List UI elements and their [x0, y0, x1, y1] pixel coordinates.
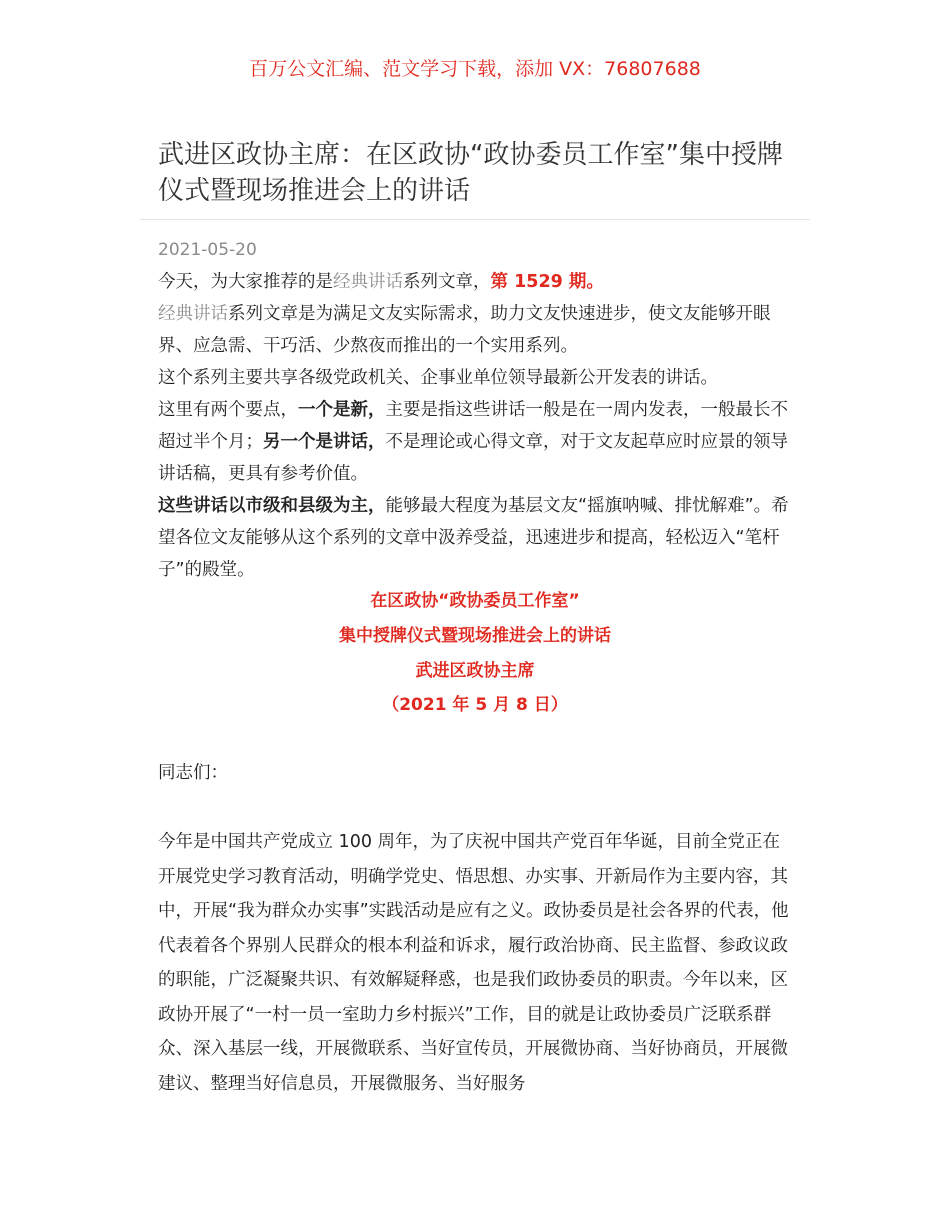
intro-paragraph-1	[158, 266, 794, 298]
intro-paragraph-2	[158, 298, 794, 362]
series-link[interactable]: 经典讲话	[333, 272, 403, 292]
intro-text: 今天，为大家推荐的是	[158, 272, 333, 292]
key-point-1: 一个是新，	[298, 400, 386, 420]
key-point-3: 这些讲话以市级和县级为主，	[158, 496, 386, 516]
key-point-2: 另一个是讲话，	[263, 432, 386, 452]
speaker-title: 武进区政协主席	[415, 661, 535, 681]
speech-paragraph: 今年是中国共产党成立 100 周年，为了庆祝中国共产党百年华诞，目前全党正在开展党史学习教育活动，明确学党史、悟思想、办实事、开新局作为主要内容，其中，开展“我为群众办实事”实践活动是应有之义。政协委员是社会各界的代表，他代表着各个界别人民群众的根本利益和诉求，履行政治协商、民主监督、参政议政的职能，广泛凝聚共识、有效解疑释惑，也是我们政协委员的职责。今年以来，区政协开展了“一村一员一室助力乡村振兴”工作，目的就是让政协委员广泛联系群众、深入基层一线，开展微联系、当好宣传员，开展微协商、当好协商员，开展微建议、整理当好信息员，开展微服务、当好服务	[158, 832, 789, 1094]
intro-paragraph-4	[158, 394, 794, 490]
issue-number: 第 1529 期。	[490, 272, 604, 292]
intro-text: 主要是指这些讲话一般是在一周内发表，一般最长不超过半个月；	[158, 400, 788, 452]
title-divider	[140, 219, 810, 220]
speech-date: （2021 年 5 月 8 日）	[382, 695, 568, 715]
publish-date: 2021-05-20	[158, 240, 257, 260]
article-title: 武进区政协主席：在区政协“政协委员工作室”集中授牌仪式暨现场推进会上的讲话	[158, 140, 783, 206]
intro-text: 这里有两个要点，	[158, 400, 298, 420]
intro-section	[158, 266, 794, 586]
intro-text: 不是理论或心得文章，对于文友起草应时应景的领导讲话稿，更具有参考价值。	[158, 432, 788, 484]
series-link[interactable]: 经典讲话	[158, 304, 228, 324]
intro-paragraph-5	[158, 490, 794, 586]
intro-text: 系列文章，	[403, 272, 491, 292]
intro-text: 系列文章是为满足文友实际需求，助力文友快速进步，使文友能够开眼界、应急需、干巧活、少熬夜而推出的一个实用系列。	[158, 304, 771, 356]
speech-title-line-2: 集中授牌仪式暨现场推进会上的讲话	[339, 626, 611, 646]
watermark-banner: 百万公文汇编、范文学习下载，添加 VX：76807688	[249, 58, 701, 80]
intro-text: 能够最大程度为基层文友“摇旗呐喊、排忧解难”。希望各位文友能够从这个系列的文章中汲养受益，迅速进步和提高，轻松迈入“笔杆子”的殿堂。	[158, 496, 789, 580]
speech-title-line-1: 在区政协“政协委员工作室”	[370, 591, 580, 611]
intro-paragraph-3: 这个系列主要共享各级党政机关、企事业单位领导最新公开发表的讲话。	[158, 368, 718, 388]
salutation: 同志们：	[158, 763, 228, 783]
